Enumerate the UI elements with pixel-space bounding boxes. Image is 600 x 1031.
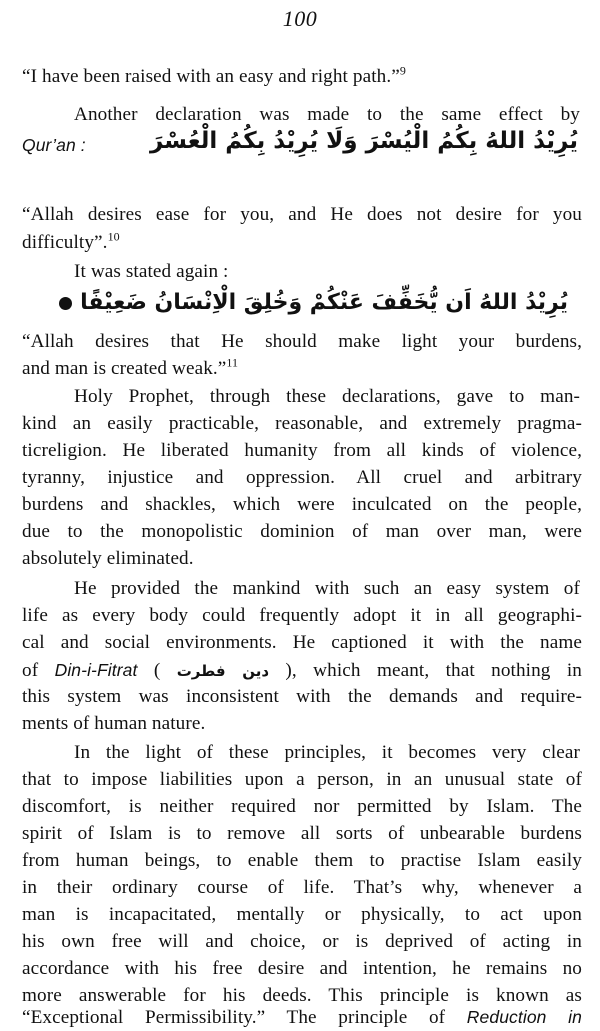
text-span: He provided the mankind with such an easy system of <box>74 578 580 599</box>
text-span: absolutely eliminated. <box>22 548 194 569</box>
text-span: ments of human nature. <box>22 713 206 734</box>
text-line <box>22 465 582 491</box>
text-line <box>22 794 582 820</box>
text-span: discomfort, is neither required nor permitted by Islam. The <box>22 796 582 817</box>
text-line <box>22 546 582 572</box>
footnote-ref: 10 <box>107 229 120 244</box>
arabic-verse-1: يُرِيْدُ اللهُ بِكُمُ الْيُسْرَ وَلَا يُرِيْدُ بِكُمُ الْعُسْرَ <box>150 128 578 154</box>
text-span: man is incapacitated, mentally or physically, to act upon <box>22 904 582 925</box>
text-span: Another declaration was made to the same effect by <box>74 104 580 125</box>
arabic-verse-2 <box>59 290 568 315</box>
arabic-verse-2-text: يُرِيْدُ اللهُ اَن يُّخَفِّفَ عَنْكُمْ وَخُلِقَ الْاِنْسَانُ ضَعِيْفًا <box>80 290 568 315</box>
reduction-in-term: Reduction in <box>466 1007 583 1027</box>
text-span: burdens and shackles, which were inculcated on the people, <box>22 494 582 515</box>
text-line <box>22 684 582 710</box>
text-span: “Allah desires ease for you, and He does not desire for you <box>22 204 582 225</box>
text-line <box>22 657 582 684</box>
text-line <box>22 902 582 928</box>
text-line <box>74 576 580 602</box>
text-span: of <box>22 660 55 681</box>
text-line <box>22 356 582 382</box>
text-span: tyranny, injustice and oppression. All cruel and arbitrary <box>22 467 582 488</box>
text-span: in their ordinary course of life. That’s why, whenever a <box>22 877 582 898</box>
text-span: from human beings, to enable them to practise Islam easily <box>22 850 582 871</box>
text-line <box>22 64 582 90</box>
text-line <box>74 102 580 128</box>
text-span: kind an easily practicable, reasonable, and extremely pragma- <box>22 413 582 434</box>
text-line <box>22 202 582 228</box>
quran-label: Qur’an : <box>22 135 86 155</box>
text-line <box>22 875 582 901</box>
text-span: his own free will and choice, or is deprived of acting in <box>22 931 582 952</box>
text-span: and man is created weak.” <box>22 358 227 379</box>
text-span: It was stated again : <box>74 261 229 282</box>
text-line <box>22 848 582 874</box>
text-span: difficulty”. <box>22 232 108 253</box>
text-line <box>22 821 582 847</box>
text-span: “Allah desires that He should make light your burdens, <box>22 331 582 352</box>
footnote-ref: 11 <box>226 355 239 370</box>
text-line <box>22 519 582 545</box>
text-span: Holy Prophet, through these declarations, gave to man- <box>74 386 580 407</box>
text-span: ( <box>137 660 177 681</box>
arabic-term: دين فطرت <box>176 662 270 680</box>
text-span: due to the monopolistic dominion of man over man, were <box>22 521 582 542</box>
text-span: In the light of these principles, it becomes very clear <box>74 742 580 763</box>
text-line <box>22 711 582 737</box>
text-span: life as every body could frequently adopt it in all geographi- <box>22 605 582 626</box>
text-span: that to impose liabilities upon a person, in an unusual state of <box>22 769 582 790</box>
verse-end-marker <box>59 297 72 310</box>
text-line <box>22 329 582 355</box>
text-span: spirit of Islam is to remove all sorts of unbearable burdens <box>22 823 582 844</box>
text-span: this system was inconsistent with the demands and require- <box>22 686 582 707</box>
text-line <box>74 259 600 285</box>
text-line <box>22 929 582 955</box>
text-span: “I have been raised with an easy and right path.” <box>22 66 400 87</box>
text-span: accordance with his free desire and intention, he remains no <box>22 958 582 979</box>
text-line <box>22 603 582 629</box>
text-line <box>74 384 580 410</box>
text-line <box>22 411 582 437</box>
text-span: cal and social environments. He captioned it with the name <box>22 632 582 653</box>
page-number: 100 <box>282 6 318 31</box>
text-line <box>22 492 582 518</box>
text-line <box>22 438 582 464</box>
text-span: “Exceptional Permissibility.” The principle of <box>22 1007 467 1028</box>
text-line <box>22 230 582 256</box>
text-span: ticreligion. He liberated humanity from all kinds of violence, <box>22 440 582 461</box>
din-i-fitrat-term: Din-i-Fitrat <box>54 660 138 680</box>
footnote-ref: 9 <box>399 63 406 78</box>
text-line <box>22 956 582 982</box>
text-line <box>22 767 582 793</box>
text-span: more answerable for his deeds. This principle is known as <box>22 985 582 1006</box>
text-line <box>22 630 582 656</box>
text-line <box>74 740 580 766</box>
text-span: ), which meant, that nothing in <box>269 660 582 681</box>
